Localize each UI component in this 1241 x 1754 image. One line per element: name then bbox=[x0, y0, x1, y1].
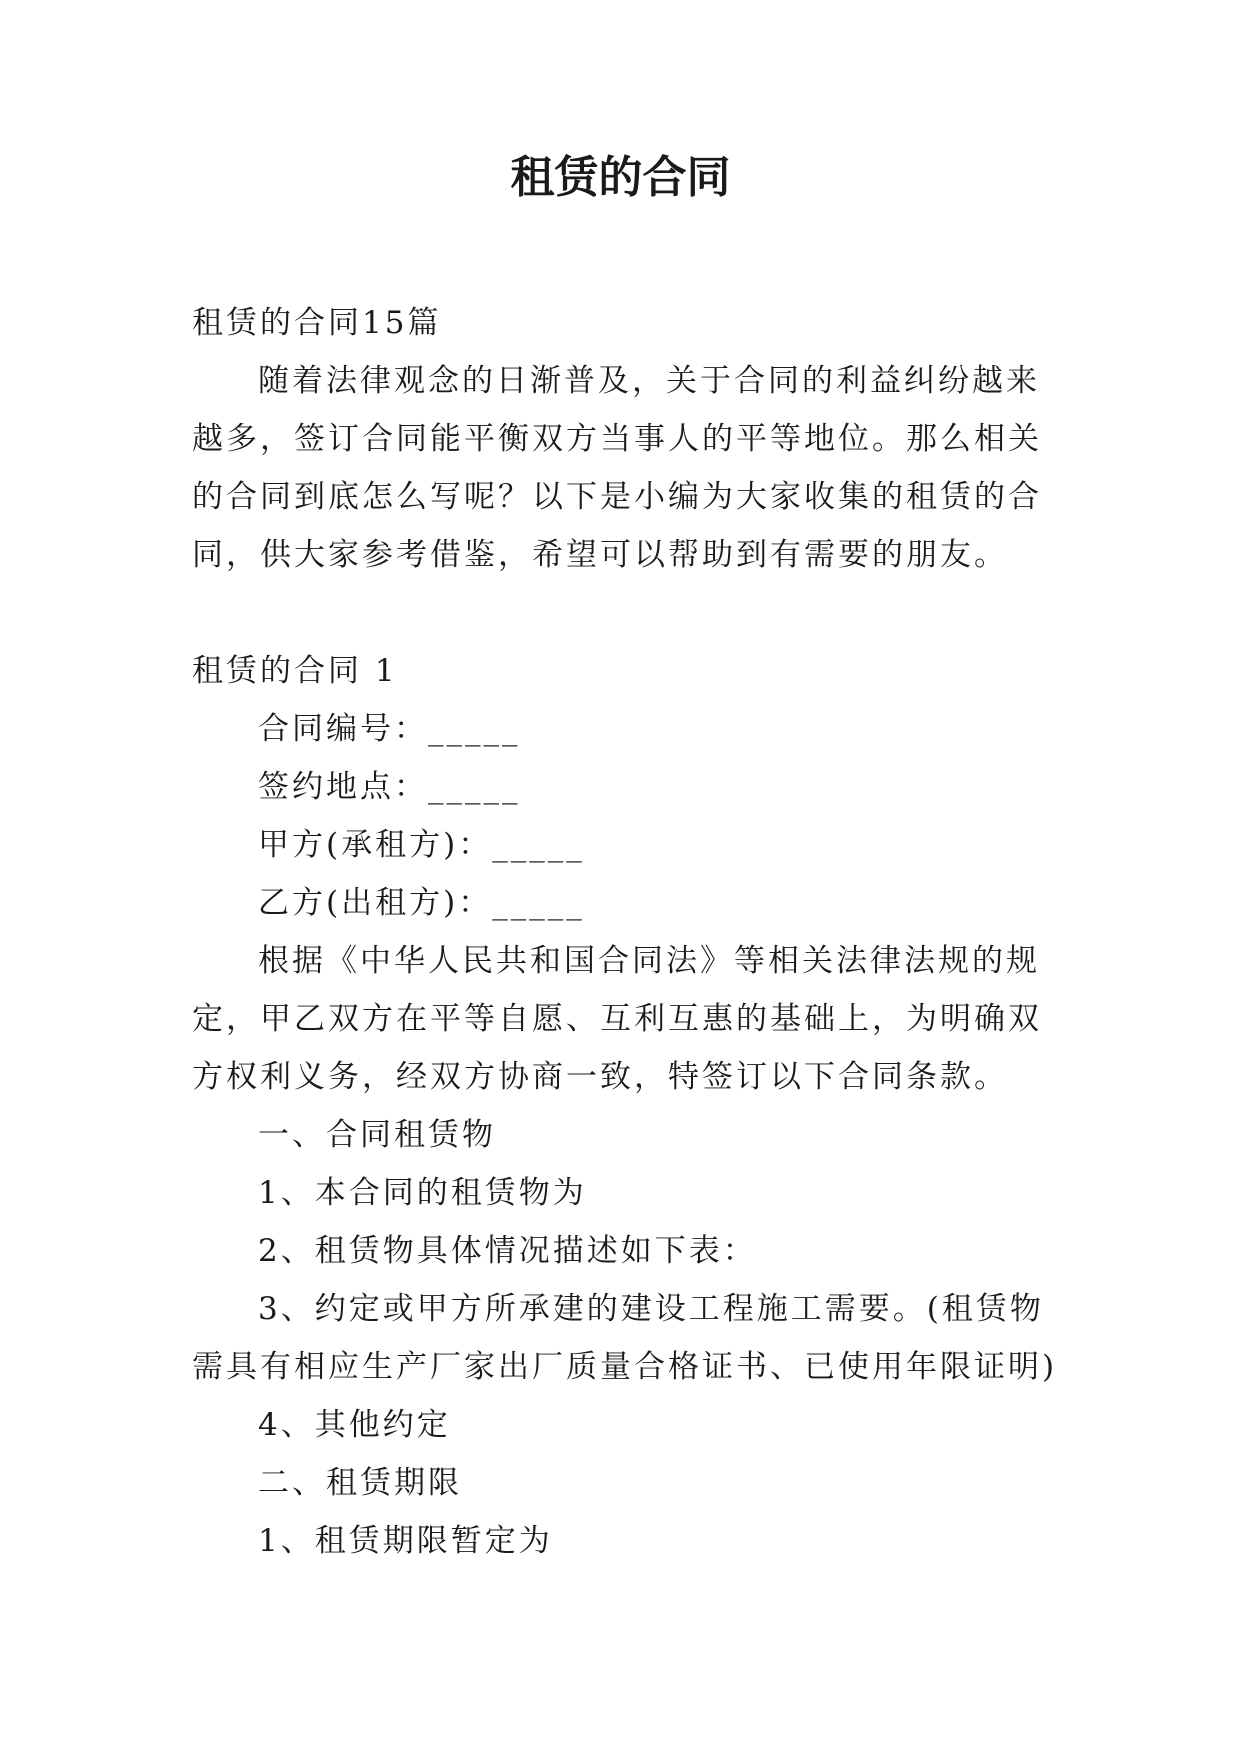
clause-item: 1、租赁期限暂定为 bbox=[258, 1523, 553, 1559]
field-signing-place: 签约地点：_____ bbox=[258, 769, 521, 805]
clause-item: 2、租赁物具体情况描述如下表： bbox=[258, 1233, 757, 1269]
clause-item: 1、本合同的租赁物为 bbox=[258, 1175, 587, 1211]
document-subtitle: 租赁的合同15篇 bbox=[192, 305, 442, 341]
intro-paragraph: 随着法律观念的日渐普及，关于合同的利益纠纷越来越多，签订合同能平衡双方当事人的平等地位。那么相关的合同到底怎么写呢？以下是小编为大家收集的租赁的合同，供大家参考借鉴，希望可以帮助到有需要的朋友。 bbox=[192, 363, 1042, 573]
field-party-a: 甲方(承租方)：_____ bbox=[258, 827, 585, 863]
clause-item: 4、其他约定 bbox=[258, 1407, 451, 1443]
page-title: 租赁的合同 bbox=[510, 152, 731, 203]
document-body bbox=[192, 294, 1062, 1570]
field-party-b: 乙方(出租方)：_____ bbox=[258, 885, 585, 921]
clause-heading-2: 二、租赁期限 bbox=[258, 1465, 462, 1501]
section-heading: 租赁的合同 1 bbox=[192, 653, 398, 689]
preamble-paragraph: 根据《中华人民共和国合同法》等相关法律法规的规定，甲乙双方在平等自愿、互利互惠的基础上，为明确双方权利义务，经双方协商一致，特签订以下合同条款。 bbox=[192, 943, 1042, 1095]
spacer bbox=[192, 584, 1062, 642]
clause-heading-1: 一、合同租赁物 bbox=[258, 1117, 496, 1153]
field-contract-number: 合同编号：_____ bbox=[258, 711, 521, 747]
clause-item: 3、约定或甲方所承建的建设工程施工需要。(租赁物需具有相应生产厂家出厂质量合格证书、已使用年限证明) bbox=[192, 1291, 1058, 1385]
